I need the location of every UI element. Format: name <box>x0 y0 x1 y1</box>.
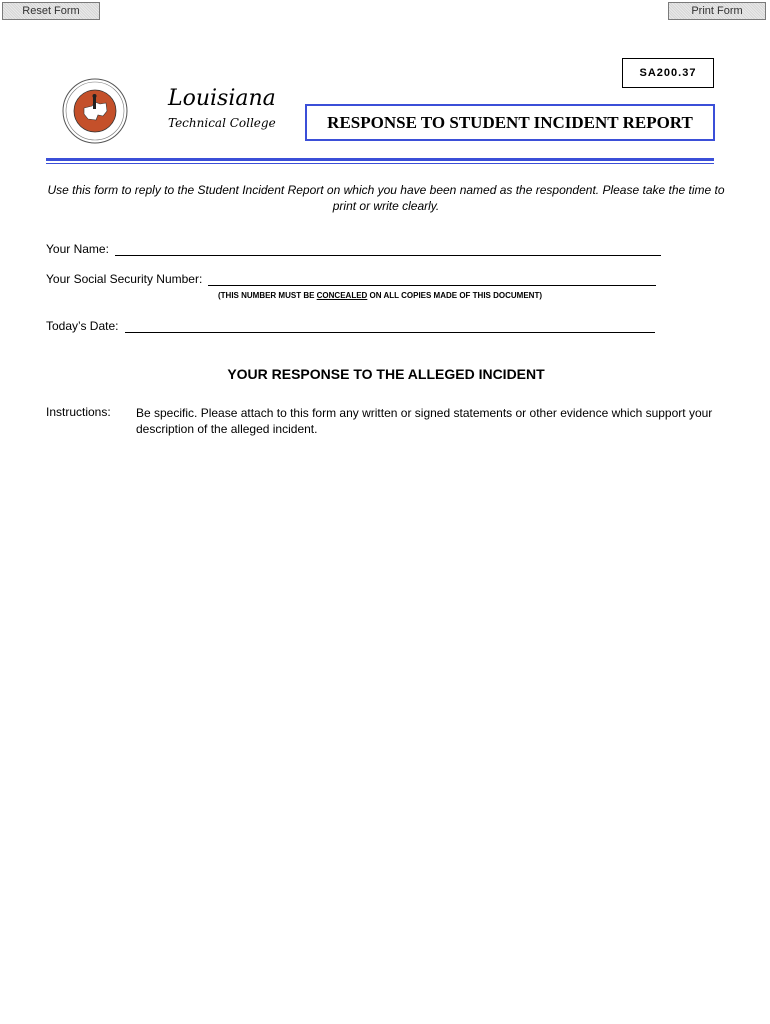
reset-form-button[interactable]: Reset Form <box>2 2 100 20</box>
instructions-label: Instructions: <box>46 405 111 419</box>
ssn-note: (THIS NUMBER MUST BE CONCEALED ON ALL COPIES MADE OF THIS DOCUMENT) <box>217 291 542 300</box>
header-rule-thin <box>46 163 714 164</box>
name-row <box>46 242 661 256</box>
ssn-row <box>46 272 656 286</box>
date-row <box>46 319 655 333</box>
name-label: Your Name: <box>46 242 109 256</box>
ssn-label: Your Social Security Number: <box>46 272 203 286</box>
date-label: Today’s Date: <box>46 319 119 333</box>
header-rule <box>46 158 714 161</box>
intro-text: Use this form to reply to the Student Incident Report on which you have been named as the respondent. Please take the time to print or write clearly. <box>47 183 725 213</box>
form-code: SA200.37 <box>622 58 714 88</box>
ssn-input[interactable] <box>208 273 656 286</box>
college-subtitle: Technical College <box>168 116 276 130</box>
print-form-button[interactable]: Print Form <box>668 2 766 20</box>
college-name: Louisiana <box>168 86 276 111</box>
instructions-text: Be specific. Please attach to this form any written or signed statements or other evidence which support your description of the alleged incident. <box>136 406 713 436</box>
college-seal-icon <box>62 78 128 144</box>
date-input[interactable] <box>125 320 655 333</box>
name-input[interactable] <box>115 243 661 256</box>
section-title: YOUR RESPONSE TO THE ALLEGED INCIDENT <box>227 366 545 382</box>
form-title: RESPONSE TO STUDENT INCIDENT REPORT <box>305 104 715 141</box>
